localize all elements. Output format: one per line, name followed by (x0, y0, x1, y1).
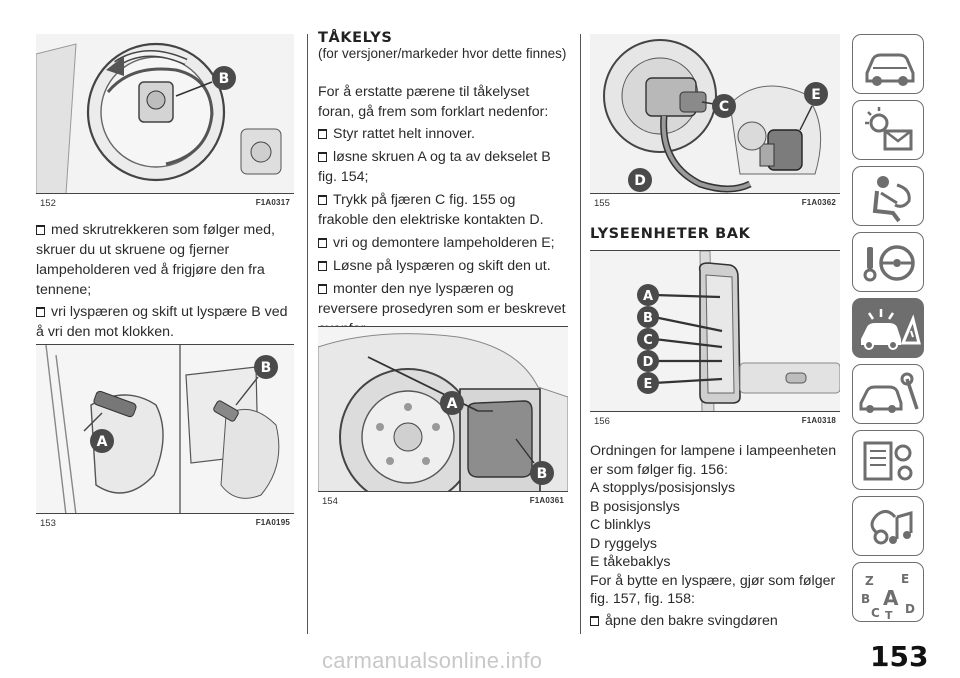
checkbox-bullet-icon (318, 129, 327, 139)
tab-safety[interactable] (852, 166, 924, 226)
tab-emergency[interactable] (852, 298, 924, 358)
figure-number: 155 (594, 198, 610, 209)
callout-b: B (536, 466, 548, 482)
callout-c: C (643, 333, 653, 348)
svg-text:C: C (871, 606, 880, 620)
intro-paragraph: For å erstatte pærene til tåkelyset foran, gå frem som forklart nedenfor: (318, 84, 549, 120)
figure-number: 154 (322, 496, 338, 507)
breakdown-car-icon (853, 299, 925, 359)
callout-c: C (718, 99, 730, 115)
paragraph: Ordningen for lampene i lampeenheten er som følger fig. 156: (590, 443, 837, 478)
tab-index[interactable] (852, 562, 924, 622)
callout-d: D (642, 355, 654, 370)
multimedia-icon (853, 497, 925, 557)
list-item: med skrutrekkeren som følger med, skruer du ut skruene og fjerner lampeholderen ved å frigjøre den fra tennene; (36, 222, 275, 298)
figure-155 (590, 34, 840, 194)
list-item: vri og demontere lampeholderen E; (318, 233, 568, 253)
section-heading-fog-lights: TÅKELYS (318, 30, 393, 46)
tab-technical-data[interactable] (852, 430, 924, 490)
list-item: Styr rattet helt innover. (318, 124, 568, 144)
lamp-arrangement-text (590, 442, 840, 630)
checkbox-bullet-icon (318, 152, 327, 162)
svg-text:T: T (885, 609, 893, 622)
callout-e: E (811, 87, 821, 103)
section-heading-rear-lights: LYSEENHETER BAK (590, 226, 751, 242)
checkbox-bullet-icon (36, 307, 45, 317)
figure-152 (36, 34, 294, 194)
rear-light-cluster-illustration (590, 251, 840, 412)
section-subheading: (for versjoner/markeder hvor dette finnes) (318, 46, 567, 61)
list-item: monter den nye lyspæren og reversere prosedyren som er beskrevet (318, 281, 566, 317)
airbag-seat-icon (853, 167, 925, 227)
tab-warning-lights[interactable] (852, 100, 924, 160)
svg-text:E: E (901, 572, 910, 586)
column-divider (580, 34, 581, 634)
figure-code: F1A0362 (801, 198, 836, 207)
headlamp-bulb-illustration (36, 34, 294, 194)
callout-b: B (218, 71, 230, 87)
figure-code: F1A0318 (801, 416, 836, 425)
legend-line: C blinklys (590, 517, 651, 533)
callout-e: E (643, 377, 653, 392)
list-item: Løsne på lyspæren og skift den ut. (318, 256, 568, 276)
callout-a: A (642, 289, 654, 304)
figure-code: F1A0361 (529, 496, 564, 505)
svg-text:A: A (883, 586, 899, 610)
checkbox-bullet-icon (36, 225, 45, 235)
car-maintenance-icon (853, 365, 925, 425)
checkbox-bullet-icon (318, 284, 327, 294)
callout-b: B (643, 311, 653, 326)
tab-maintenance[interactable] (852, 364, 924, 424)
legend-line: D ryggelys (590, 535, 658, 552)
list-item: åpne den bakre svingdøren (590, 612, 840, 631)
checkbox-bullet-icon (318, 238, 327, 248)
fog-lamp-connector-illustration (590, 34, 840, 194)
figure-number: 153 (40, 518, 56, 529)
legend-line: B posisjonslys (590, 498, 680, 515)
checkbox-bullet-icon (318, 195, 327, 205)
figure-number: 156 (594, 416, 610, 427)
callout-a: A (96, 434, 108, 450)
tab-starting-driving[interactable] (852, 232, 924, 292)
fog-light-cover-illustration (318, 327, 568, 492)
callout-b: B (260, 360, 272, 376)
paragraph: For å bytte en lyspære, gjør som følger fig. 157, fig. 158: (590, 572, 836, 607)
legend-line: E tåkebaklys (590, 554, 671, 570)
svg-text:D: D (905, 602, 915, 616)
steering-key-icon (853, 233, 925, 293)
checkbox-bullet-icon (318, 261, 327, 271)
figure-code: F1A0195 (255, 518, 290, 527)
figure-156 (590, 250, 840, 412)
figure-code: F1A0317 (255, 198, 290, 207)
figure-153 (36, 344, 294, 514)
technical-data-icon (853, 431, 925, 491)
instruction-list (36, 220, 294, 342)
watermark: carmanualsonline.info (322, 648, 543, 673)
callout-d: D (634, 173, 646, 189)
svg-text:B: B (861, 592, 871, 606)
list-item: vri lyspæren og skift ut lyspære B ved å vri den mot klokken. (36, 304, 288, 340)
column-divider (307, 34, 308, 634)
checkbox-bullet-icon (590, 616, 599, 626)
warning-lights-icon (853, 101, 925, 161)
instruction-list (318, 124, 568, 339)
svg-text:Z: Z (865, 574, 874, 588)
index-icon (853, 563, 925, 623)
figure-number: 152 (40, 198, 56, 209)
list-item: Trykk på fjæren C fig. 155 og frakoble den elektriske kontakten D. (318, 192, 544, 228)
figure-154 (318, 326, 568, 492)
callout-a: A (446, 396, 458, 412)
legend-line: A stopplys/posisjonslys (590, 480, 736, 496)
list-item: løsne skruen A og ta av dekselet B fig. 154; (318, 149, 551, 185)
page-number: 153 (870, 640, 929, 673)
bulb-replacement-illustration (36, 345, 294, 514)
tab-dashboard[interactable] (852, 34, 924, 94)
tab-multimedia[interactable] (852, 496, 924, 556)
car-dashboard-icon (853, 35, 925, 95)
